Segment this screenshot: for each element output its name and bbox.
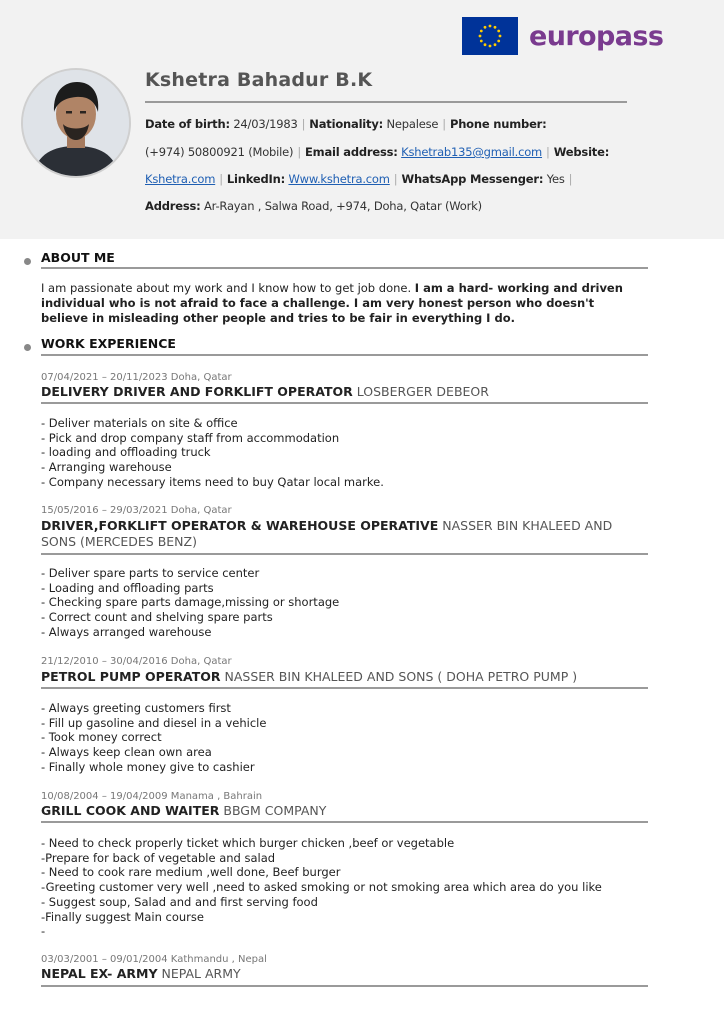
- eu-flag-icon: [462, 17, 518, 55]
- person-name: Kshetra Bahadur B.K: [145, 69, 373, 91]
- dob-value: 24/03/1983: [233, 117, 298, 131]
- duty-item: - Always greeting customers first: [41, 701, 231, 715]
- duty-item: - Loading and offloading parts: [41, 580, 214, 595]
- duty-item: - Always keep clean own area: [41, 745, 212, 760]
- website-link[interactable]: Kshetra.com: [145, 172, 216, 186]
- address-label: Address:: [145, 199, 201, 213]
- job-date: 15/05/2016 – 29/03/2021 Doha, Qatar: [41, 505, 232, 516]
- work-divider: [41, 354, 648, 356]
- duty-item: - Pick and drop company staff from accommodation: [41, 430, 340, 445]
- separator: |: [301, 117, 306, 131]
- duty-item: - Finally whole money give to cashier: [41, 759, 255, 774]
- job-employer: BBGM COMPANY: [223, 803, 327, 818]
- duty-item: - loading and offloading truck: [41, 445, 211, 460]
- job-employer: NASSER BIN KHALEED AND SONS (MERCEDES BENZ): [41, 518, 613, 549]
- duty-item: - Deliver spare parts to service center: [41, 566, 260, 580]
- job-position: DELIVERY DRIVER AND FORKLIFT OPERATOR: [41, 384, 353, 399]
- about-text-plain: I am passionate about my work and I know how to get job done.: [41, 281, 415, 295]
- phone-label: Phone number:: [449, 117, 547, 131]
- job-divider: [41, 985, 648, 987]
- job-position: DRIVER,FORKLIFT OPERATOR & WAREHOUSE OPERATIVE: [41, 518, 439, 533]
- duty-item: - Need to check properly ticket which burger chicken ,beef or vegetable: [41, 836, 455, 850]
- job-position: GRILL COOK AND WAITER: [41, 803, 220, 818]
- nationality-value: Nepalese: [386, 117, 439, 131]
- email-label: Email address:: [305, 145, 398, 159]
- info-line-3: [145, 171, 576, 187]
- duty-item: - Suggest soup, Salad and and first serving food: [41, 894, 318, 909]
- job-title: [41, 803, 641, 819]
- job-date: 03/03/2001 – 09/01/2004 Kathmandu , Nepal: [41, 954, 267, 965]
- nationality-label: Nationality:: [309, 117, 384, 131]
- job-divider: [41, 687, 648, 689]
- job-divider: [41, 553, 648, 555]
- info-line-1: [145, 116, 547, 132]
- linkedin-label: LinkedIn:: [226, 172, 285, 186]
- profile-header: [0, 0, 724, 239]
- duty-item: -: [41, 924, 46, 939]
- duty-item: -Prepare for back of vegetable and salad: [41, 850, 276, 865]
- info-line-4: [145, 198, 482, 214]
- separator: |: [219, 172, 223, 186]
- duty-item: - Correct count and shelving spare parts: [41, 610, 273, 625]
- europass-logo: europass: [529, 21, 664, 52]
- job-title: [41, 384, 641, 400]
- about-text-bold: I am a hard- working and driven individual who is not afraid to face a challenge. I am very honest person who doesn't believe in misleading other people and tries to be fair in everything I do.: [41, 281, 623, 325]
- duty-item: - Deliver materials on site & office: [41, 416, 238, 430]
- whatsapp-label: WhatsApp Messenger:: [401, 172, 544, 186]
- duty-item: - Arranging warehouse: [41, 460, 172, 475]
- job-duties: [41, 566, 339, 640]
- separator: |: [568, 172, 573, 186]
- job-date: 07/04/2021 – 20/11/2023 Doha, Qatar: [41, 372, 232, 383]
- job-position: NEPAL EX- ARMY: [41, 966, 158, 981]
- phone-value: (+974) 50800921 (Mobile): [145, 145, 294, 159]
- separator: |: [393, 172, 398, 186]
- job-title: [41, 966, 641, 982]
- separator: |: [442, 117, 446, 131]
- name-divider: [145, 101, 627, 103]
- profile-photo: [21, 68, 131, 178]
- linkedin-link[interactable]: Www.kshetra.com: [288, 172, 390, 186]
- job-duties: [41, 836, 602, 939]
- duty-item: - Company necessary items need to buy Qatar local marke.: [41, 474, 384, 489]
- about-divider: [41, 267, 648, 269]
- job-position: PETROL PUMP OPERATOR: [41, 669, 221, 684]
- whatsapp-value: Yes: [546, 172, 565, 186]
- work-heading: WORK EXPERIENCE: [41, 336, 176, 351]
- duty-item: - Checking spare parts damage,missing or shortage: [41, 595, 340, 610]
- job-duties: [41, 701, 266, 775]
- job-title: [41, 518, 641, 550]
- about-heading: ABOUT ME: [41, 250, 115, 265]
- job-duties: [41, 416, 384, 490]
- website-label: Website:: [553, 145, 610, 159]
- job-title: [41, 669, 641, 685]
- section-bullet: [24, 344, 31, 351]
- duty-item: - Took money correct: [41, 730, 162, 745]
- duty-item: - Fill up gasoline and diesel in a vehicle: [41, 715, 267, 730]
- separator: |: [297, 145, 301, 159]
- duty-item: - Always arranged warehouse: [41, 624, 212, 639]
- section-bullet: [24, 258, 31, 265]
- job-divider: [41, 821, 648, 823]
- duty-item: - Need to cook rare medium ,well done, Beef burger: [41, 865, 341, 880]
- address-value: Ar-Rayan , Salwa Road, +974, Doha, Qatar (Work): [204, 199, 482, 213]
- job-date: 21/12/2010 – 30/04/2016 Doha, Qatar: [41, 656, 232, 667]
- dob-label: Date of birth:: [145, 117, 230, 131]
- job-employer: NASSER BIN KHALEED AND SONS ( DOHA PETRO PUMP ): [224, 669, 578, 684]
- job-date: 10/08/2004 – 19/04/2009 Manama , Bahrain: [41, 791, 263, 802]
- separator: |: [546, 145, 550, 159]
- about-text: [41, 281, 641, 326]
- duty-item: -Greeting customer very well ,need to asked smoking or not smoking area which area do you like: [41, 880, 602, 895]
- duty-item: -Finally suggest Main course: [41, 909, 204, 924]
- info-line-2: [145, 144, 609, 160]
- job-divider: [41, 402, 648, 404]
- job-employer: LOSBERGER DEBEOR: [356, 384, 489, 399]
- job-employer: NEPAL ARMY: [161, 966, 241, 981]
- email-link[interactable]: Kshetrab135@gmail.com: [401, 145, 543, 159]
